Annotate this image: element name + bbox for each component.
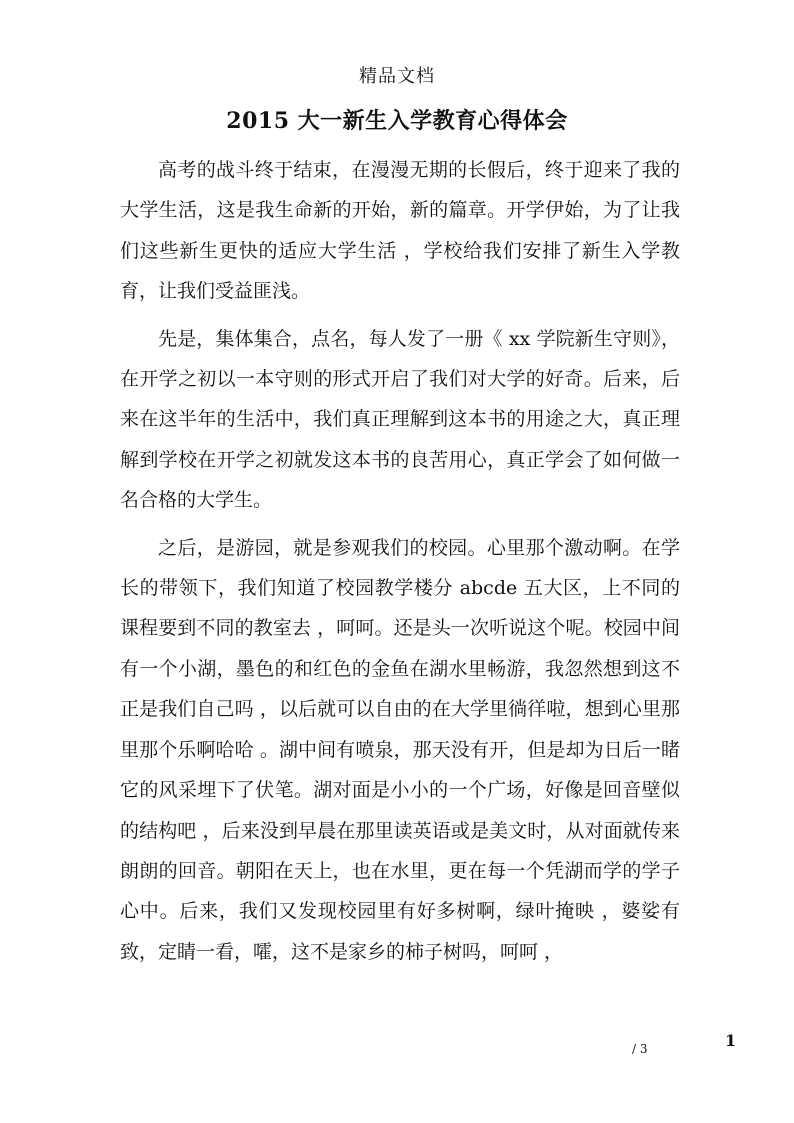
paragraph: 先是，集体集合，点名，每人发了一册《 xx 学院新生守则》，在开学之初以一本守则的形式开启了我们对大学的好奇。后来，后来在这半年的生活中，我们真正理解到这本书的用途之大，真正理解到学校在开学之初就发这本书的良苦用心，真正学会了如何做一名合格的大学生。: [120, 327, 680, 512]
paragraph: 高考的战斗终于结束，在漫漫无期的长假后，终于迎来了我的大学生活，这是我生命新的开始，新的篇章。开学伊始，为了让我们这些新生更快的适应大学生活 ，学校给我们安排了新生入学教育，让我们受益匪浅。: [120, 159, 680, 303]
document-body: [120, 150, 680, 972]
page-header: 精品文档: [359, 66, 435, 87]
page-total: / 3: [632, 1042, 648, 1056]
document-title: 2015 大一新生入学教育心得体会: [226, 108, 568, 134]
paragraph: 之后，是游园，就是参观我们的校园。心里那个激动啊。在学长的带领下，我们知道了校园教学楼分 abcde 五大区，上不同的课程要到不同的教室去 ，呵呵。还是头一次听说这个呢。校园中间有一个小湖，墨色的和红色的金鱼在湖水里畅游，我忽然想到这不正是我们自己吗 ，以后就可以自由的在大学里徜徉啦，想到心里那里那个乐啊哈哈 。湖中间有喷泉，那天没有开，但是却为日后一睹它的风采埋下了伏笔。湖对面是小小的一个广场，好像是回音壁似的结构吧 ，后来没到早晨在那里读英语或是美文时，从对面就传来朗朗的回音。朝阳在天上，也在水里，更在每一个凭湖而学的学子心中。后来，我们又发现校园里有好多树啊，绿叶掩映 ，婆娑有致，定睛一看，嚯，这不是家乡的柿子树吗，呵呵 ，: [120, 536, 680, 963]
page-number: 1: [725, 1031, 737, 1050]
